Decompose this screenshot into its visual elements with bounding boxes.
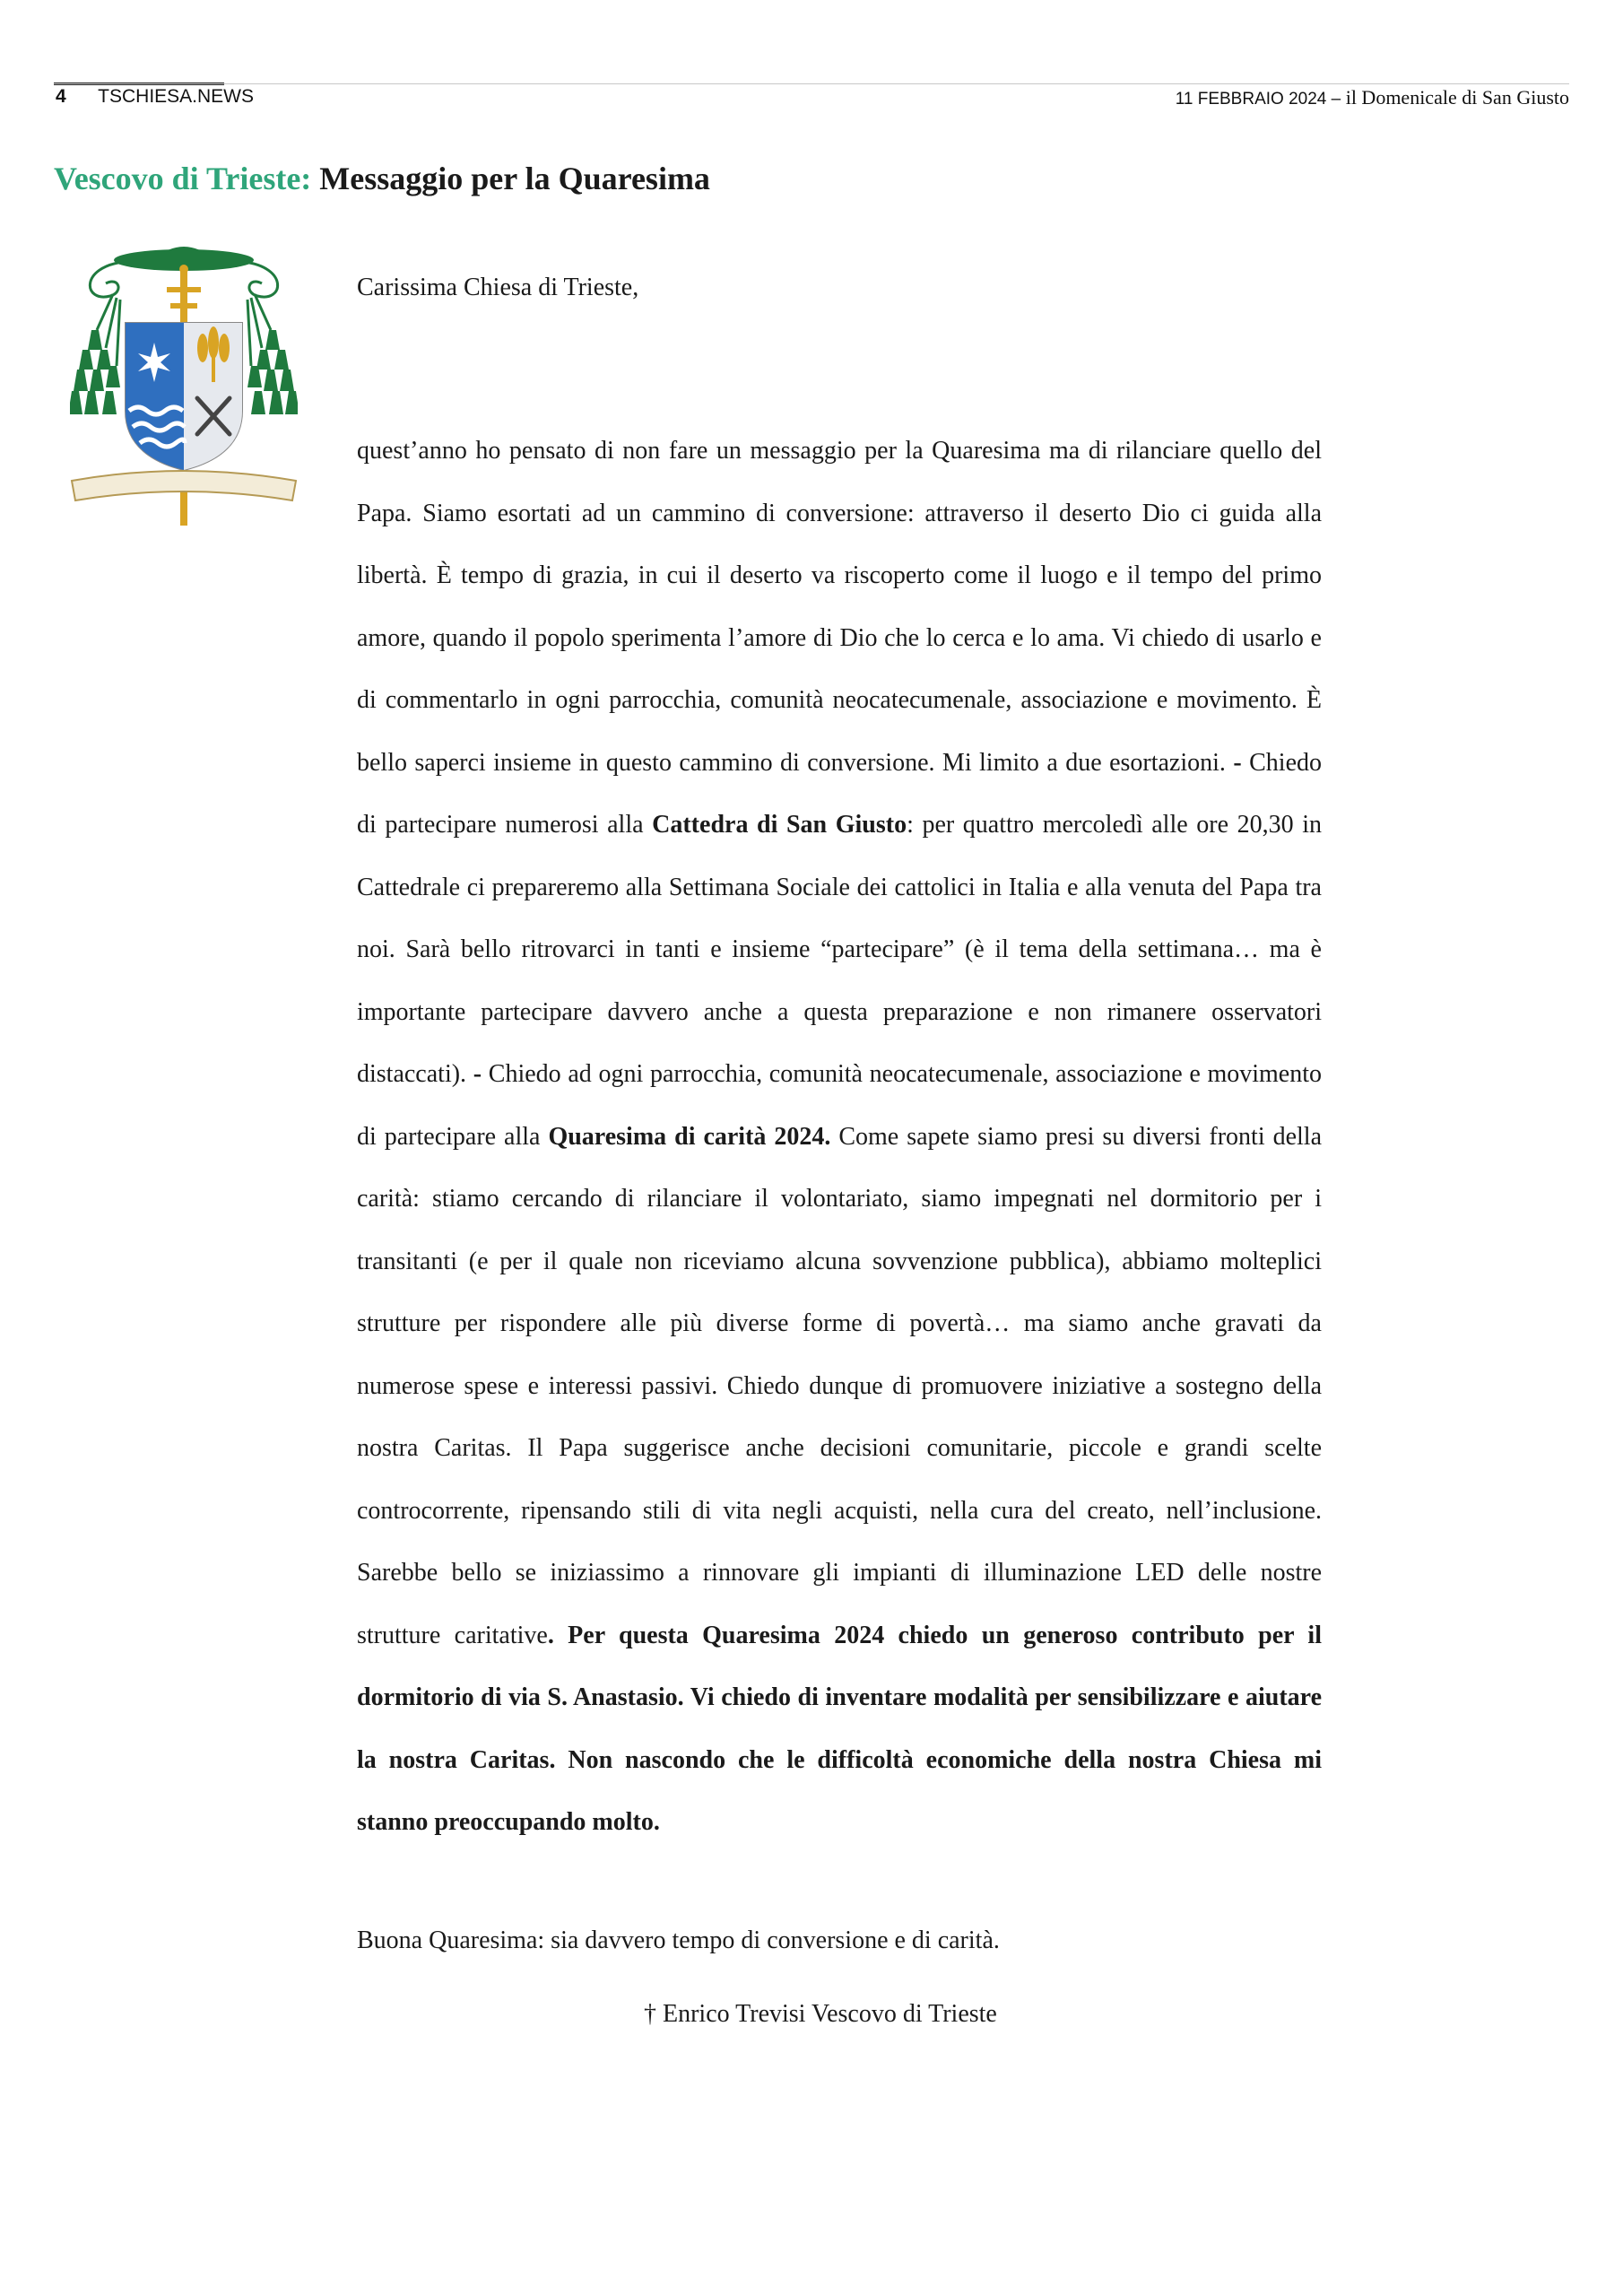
bullet-dash-1: - xyxy=(1233,748,1250,777)
body-text-1: quest’anno ho pensato di non fare un messaggio per la Quaresima ma di rilanciare quello del Papa. Siamo esortati ad un cammino di conversione: attraverso il deserto Dio ci guida alla libertà. È tempo di grazia, in cui il deserto va riscoperto come il luogo e il tempo del primo amore, quando il popolo sperimenta l’amore di Dio che lo cerca e lo ama. Vi chiedo di usarlo e di commentarlo in ogni parrocchia, comunità neocatecumenale, associazione e movimento. È bello saperci insieme in questo cammino di conversione. Mi limito a due esortazioni. xyxy=(357,437,1322,777)
article-body xyxy=(357,420,1322,1854)
header-rule xyxy=(54,83,1569,84)
coat-of-arms-icon xyxy=(70,240,298,526)
highlight-cattedra: Cattedra di San Giusto xyxy=(652,811,907,839)
body-text-3: : per quattro mercoledì alle ore 20,30 in Cattedrale ci prepareremo alla Settimana Sociale dei cattolici in Italia e alla venuta del Papa tra noi. Sarà bello ritrovarci in tanti e insieme “partecipare” (è il tema della settimana… ma è importante partecipare davvero anche a questa preparazione e non rimanere osservatori distaccati). xyxy=(357,811,1322,1088)
site-name[interactable]: TSCHIESA.NEWS xyxy=(98,86,255,107)
header-left xyxy=(56,86,254,108)
highlight-quaresima-carita: Quaresima di carità 2024. xyxy=(548,1122,831,1151)
publication-name: il Domenicale di San Giusto xyxy=(1345,86,1569,109)
body-text-5: Come sapete siamo presi su diversi fronti della carità: stiamo cercando di rilanciare il volontariato, siamo impegnati nel dormitorio per i transitanti (e per il quale non riceviamo alcuna sovvenzione pubblica), abbiamo molteplici strutture per rispondere alle più diverse forme di povertà… ma siamo anche gravati da numerose spese e interessi passivi. Chiedo dunque di promuovere iniziative a sostegno della nostra Caritas. Il Papa suggerisce anche decisioni comunitarie, piccole e grandi scelte controcorrente, ripensando stili di vita negli acquisti, nella cura del creato, nell’inclusione. Sarebbe bello se iniziassimo a rinnovare gli impianti di illuminazione LED delle nostre strutture caritative xyxy=(357,1122,1322,1649)
signature: † Enrico Trevisi Vescovo di Trieste xyxy=(644,2000,997,2028)
title-accent: Vescovo di Trieste: xyxy=(54,161,312,196)
issue-date: 11 FEBBRAIO 2024 – xyxy=(1175,90,1341,109)
body-text-2: Chiedo di partecipare numerosi alla xyxy=(357,748,1322,839)
header-right xyxy=(1176,86,1569,109)
closing-line: Buona Quaresima: sia davvero tempo di conversione e di carità. xyxy=(357,1926,1000,1954)
bullet-dash-2: - xyxy=(473,1060,489,1088)
title-main: Messaggio per la Quaresima xyxy=(311,161,710,196)
body-text-4: Chiedo ad ogni parrocchia, comunità neocatecumenale, associazione e movimento di partecipare alla xyxy=(357,1060,1322,1151)
salutation: Carissima Chiesa di Trieste, xyxy=(357,274,639,301)
highlight-appeal: . Per questa Quaresima 2024 chiedo un generoso contributo per il dormitorio di via S. Anastasio. Vi chiedo di inventare modalità per sensibilizzare e aiutare la nostra Caritas. Non nascondo che le difficoltà economiche della nostra Chiesa mi stanno preoccupando molto. xyxy=(357,1621,1322,1836)
article-title xyxy=(54,160,710,197)
page-number: 4 xyxy=(56,86,66,107)
